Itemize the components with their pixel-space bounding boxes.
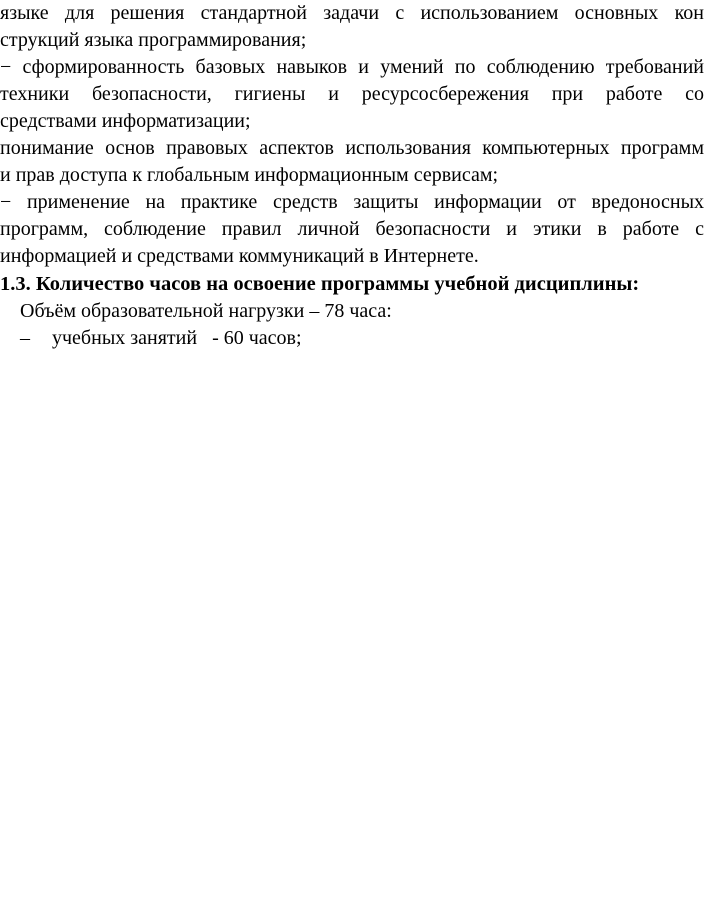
workload-line: Объём образовательной нагрузки – 78 часа: <box>20 300 392 322</box>
paragraph-line-8: − применение на практике средств защиты информации от вредоносных <box>0 191 704 213</box>
paragraph-line-1: языке для решения стандартной задачи с использованием основных кон <box>0 2 704 24</box>
paragraph-line-10: информацией и средствами коммуникаций в Интернете. <box>0 245 479 267</box>
list-item <box>20 325 704 352</box>
paragraph-line-7: и прав доступа к глобальным информационным сервисам; <box>0 164 499 186</box>
paragraph-line-6: понимание основ правовых аспектов использования компьютерных программ <box>0 137 704 159</box>
section-heading: 1.3. Количество часов на освоение программы учебной дисциплины: <box>0 273 640 295</box>
paragraph-line-5: средствами информатизации; <box>0 110 251 132</box>
list-marker: – <box>20 327 30 349</box>
paragraph-line-3: − сформированность базовых навыков и умений по соблюдению требований <box>0 56 704 78</box>
paragraph-line-9: программ, соблюдение правил личной безопасности и этики в работе с <box>0 218 704 240</box>
paragraph-line-2: струкций языка программирования; <box>0 29 307 51</box>
paragraph-line-4: техники безопасности, гигиены и ресурсосбережения при работе со <box>0 83 704 105</box>
list-item-text: учебных занятий - 60 часов; <box>52 327 302 349</box>
